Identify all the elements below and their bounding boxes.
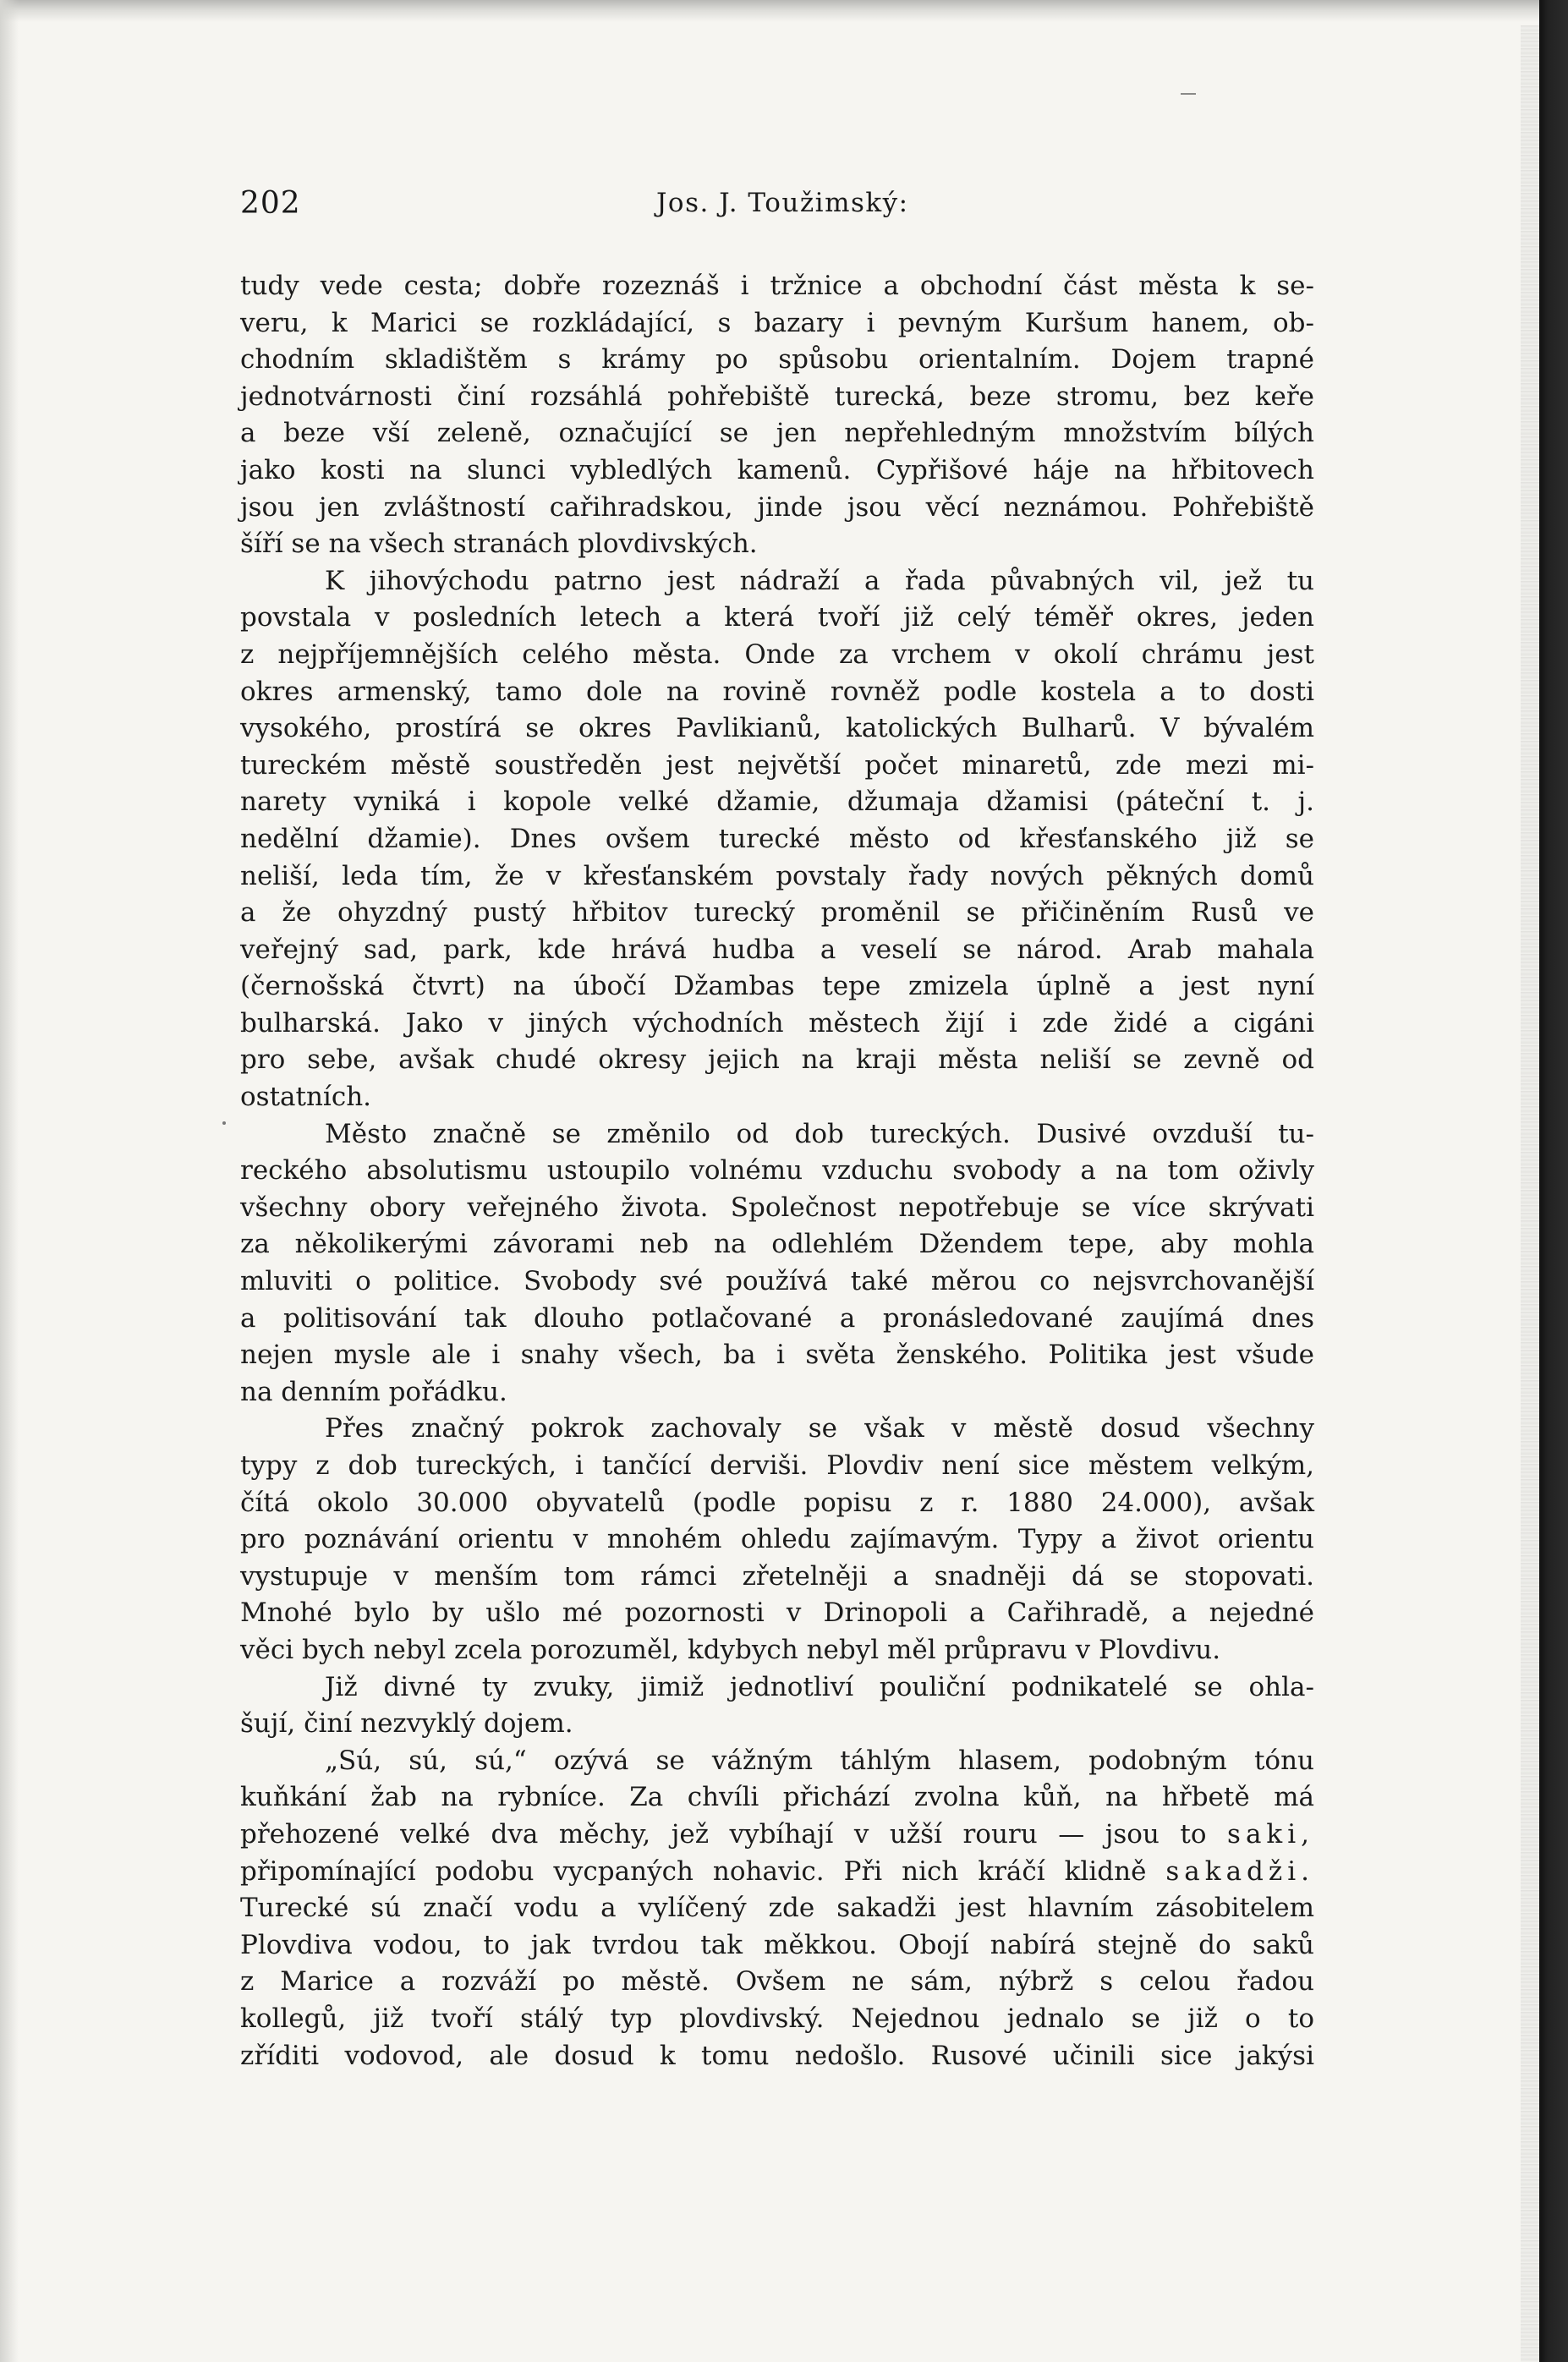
text-line: (černošská čtvrt) na úbočí Džambas tepe zmizela úplně a jest nyní [240, 971, 1314, 1002]
text-line [240, 1817, 1314, 1854]
text-line: všechny obory veřejného života. Společnost nepotřebuje se více skrývati [240, 1192, 1314, 1223]
text-line: nejen mysle ale i snahy všech, ba i světa ženského. Politika jest všude [240, 1340, 1314, 1371]
body-text [240, 268, 1314, 2074]
page-number: 202 [240, 186, 301, 221]
text-line: okres armenský, tamo dole na rovině rovněž podle kostela a to dosti [240, 676, 1314, 707]
text-line: Již divné ty zvuky, jimiž jednotliví pouliční podnikatelé se ohla- [325, 1671, 1314, 1702]
text-line: zříditi vodovod, ale dosud k tomu nedošlo. Rusové učinili sice jakýsi [240, 2040, 1314, 2071]
text-line: z Marice a rozváží po městě. Ovšem ne sám, nýbrž s celou řadou [240, 1966, 1314, 1998]
scan-speck [222, 1121, 226, 1125]
text-line: ostatních. [240, 1082, 372, 1113]
text-line: Přes značný pokrok zachovaly se však v městě dosud všechny [325, 1413, 1314, 1444]
scan-mark [1181, 93, 1196, 95]
text-line: čítá okolo 30.000 obyvatelů (podle popisu z r. 1880 24.000), avšak [240, 1487, 1314, 1518]
spaced-word-sakadzi: sakadži. [1165, 1855, 1314, 1887]
text-line: jsou jen zvláštností cařihradskou, jinde jsou věcí neznámou. Pohřebiště [240, 491, 1314, 523]
spaced-word-saki: saki, [1227, 1818, 1314, 1850]
text-line: a beze vší zeleně, označující se jen nepřehledným množstvím bílých [240, 418, 1314, 449]
text-line: Plovdiva vodou, to jak tvrdou tak měkkou. Obojí nabírá stejně do saků [240, 1929, 1314, 1960]
text-line: reckého absolutismu ustoupilo volnému vzduchu svobody a na tom oživly [240, 1155, 1314, 1186]
text-line: kollegů, již tvoří stálý typ plovdivský. Nejednou jednalo se již o to [240, 2003, 1314, 2034]
text-line: chodním skladištěm s krámy po spůsobu orientalním. Dojem trapné [240, 344, 1314, 375]
text-line: neliší, leda tím, že v křesťanském povstaly řady nových pěkných domů [240, 860, 1314, 891]
text-line: vysokého, prostírá se okres Pavlikianů, katolických Bulharů. V bývalém [240, 713, 1314, 744]
text-line: narety vyniká i kopole velké džamie, džumaja džamisi (páteční t. j. [240, 786, 1314, 818]
text-line: šují, činí nezvyklý dojem. [240, 1708, 573, 1740]
text-line: veru, k Marici se rozkládající, s bazary i pevným Kuršum hanem, ob- [240, 307, 1314, 338]
text-line: povstala v posledních letech a která tvoří již celý téměř okres, jeden [240, 602, 1314, 633]
text-line: „Sú, sú, sú,“ ozývá se vážným táhlým hlasem, podobným tónu [325, 1745, 1314, 1776]
text-line: kuňkání žab na rybníce. Za chvíli přichází zvolna kůň, na hřbetě má [240, 1782, 1314, 1813]
text-line: vystupuje v menším tom rámci zřetelněji a snadněji dá se stopovati. [240, 1560, 1314, 1592]
text-line: pro sebe, avšak chudé okresy jejich na kraji města neliší se zevně od [240, 1044, 1314, 1076]
text-line: šíří se na všech stranách plovdivských. [240, 529, 758, 560]
text-line: Turecké sú značí vodu a vylíčený zde sakadži jest hlavním zásobitelem [240, 1893, 1314, 1924]
page-author: Jos. J. Toužimský: [656, 188, 909, 218]
text-line: na denním pořádku. [240, 1376, 507, 1407]
text-line: a že ohyzdný pustý hřbitov turecký proměnil se přičiněním Rusů ve [240, 897, 1314, 929]
text-line: pro poznávání orientu v mnohém ohledu zajímavým. Typy a život orientu [240, 1524, 1314, 1555]
text-line: z nejpříjemnějších celého města. Onde za vrchem v okolí chrámu jest [240, 638, 1314, 670]
page-edge-strip [1521, 25, 1539, 2362]
text-line: mluviti o politice. Svobody své používá také měrou co nejsvrchovanější [240, 1266, 1314, 1297]
text-line: tureckém městě soustředěn jest největší počet minaretů, zde mezi mi- [240, 749, 1314, 781]
text-line-part: připomínající podobu vycpaných nohavic. Při nich kráčí klidně [240, 1855, 1147, 1887]
text-line: nedělní džamie). Dnes ovšem turecké město od křesťanského již se [240, 823, 1314, 854]
text-line: typy z dob tureckých, i tančící derviši. Plovdiv není sice městem velkým, [240, 1450, 1314, 1481]
text-line: tudy vede cesta; dobře rozeznáš i tržnice a obchodní část města k se- [240, 271, 1314, 301]
text-line: a politisování tak dlouho potlačované a pronásledované zaujímá dnes [240, 1302, 1314, 1334]
running-head [240, 186, 1314, 228]
text-line: Mnohé bylo by ušlo mé pozornosti v Drinopoli a Cařihradě, a nejedné [240, 1598, 1314, 1629]
text-line: bulharská. Jako v jiných východních městech žijí i zde židé a cigáni [240, 1007, 1314, 1039]
page-left-shadow [0, 0, 19, 2362]
text-line [240, 1854, 1314, 1891]
text-line: Město značně se změnilo od dob tureckých. Dusivé ovzduší tu- [325, 1118, 1314, 1149]
text-line: za několikerými závorami neb na odlehlém Džendem tepe, aby mohla [240, 1229, 1314, 1260]
scan-background-edge [1539, 0, 1568, 2362]
text-line-part: přehozené velké dva měchy, jež vybíhají v užší rouru — jsou to [240, 1818, 1207, 1850]
text-line: K jihovýchodu patrno jest nádraží a řada půvabných vil, jež tu [325, 565, 1314, 596]
text-line: věci bych nebyl zcela porozuměl, kdybych nebyl měl průpravu v Plovdivu. [240, 1634, 1221, 1665]
text-line: jednotvárnosti činí rozsáhlá pohřebiště turecká, beze stromu, bez keře [240, 381, 1314, 412]
page-top-shadow [0, 0, 1539, 22]
text-line: jako kosti na slunci vybledlých kamenů. Cypřišové háje na hřbitovech [240, 454, 1314, 485]
text-line: veřejný sad, park, kde hrává hudba a veselí se národ. Arab mahala [240, 934, 1314, 965]
